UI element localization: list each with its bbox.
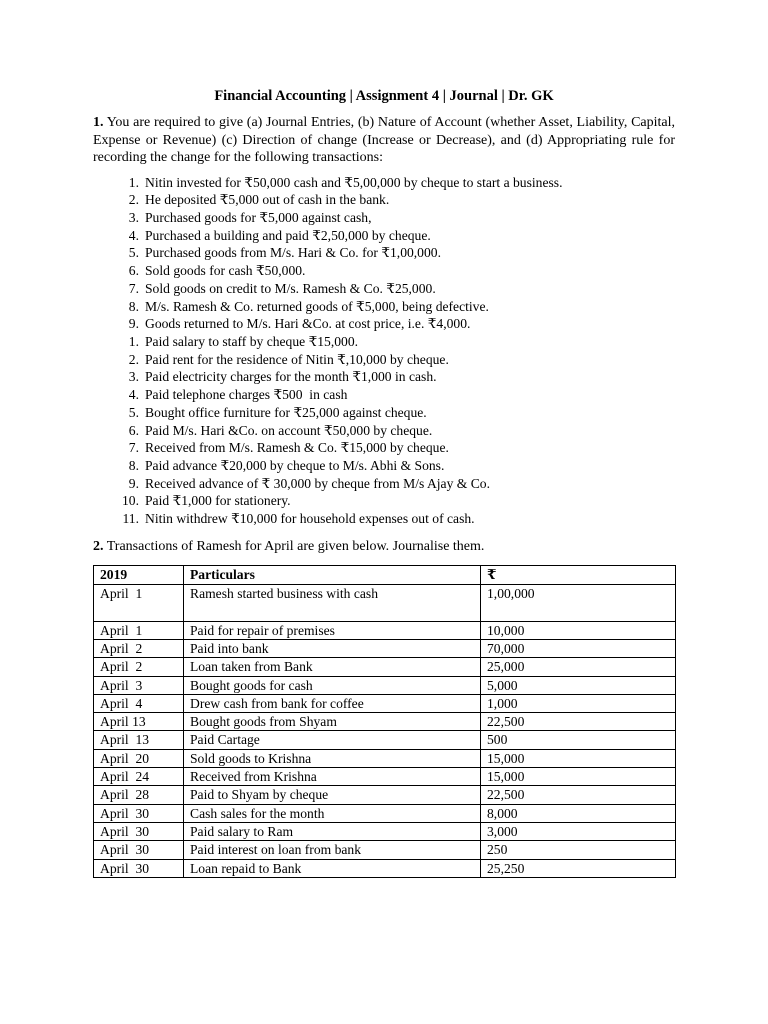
table-row [94, 713, 676, 731]
list-item-number: 2. [128, 192, 139, 208]
cell-amount: 500 [481, 731, 676, 749]
cell-date: April 3 [94, 676, 184, 694]
list-item [93, 457, 675, 475]
table-row [94, 676, 676, 694]
cell-date: April 24 [94, 768, 184, 786]
cell-particulars: Loan taken from Bank [184, 658, 481, 676]
list-item-number: 1. [128, 333, 139, 349]
cell-date: April 1 [94, 621, 184, 639]
list-item [93, 439, 675, 457]
list-item-text: Sold goods for cash ₹50,000. [145, 263, 306, 279]
list-item-text: He deposited ₹5,000 out of cash in the bank. [145, 192, 390, 208]
list-item-text: Purchased goods for ₹5,000 against cash, [145, 209, 372, 225]
column-header-particulars: Particulars [184, 566, 481, 584]
list-item-number: 4. [128, 227, 139, 243]
cell-amount: 22,500 [481, 786, 676, 804]
list-item [93, 191, 675, 209]
list-item [93, 404, 675, 422]
list-item-number: 3. [128, 209, 139, 225]
cell-particulars: Loan repaid to Bank [184, 859, 481, 877]
list-item-number: 9. [128, 475, 139, 491]
list-item-text: Paid electricity charges for the month ₹1,000 in cash. [145, 369, 437, 385]
table-row [94, 768, 676, 786]
list-item-text: Received advance of ₹ 30,000 by cheque from M/s Ajay & Co. [145, 475, 491, 491]
cell-particulars: Bought goods from Shyam [184, 713, 481, 731]
table-row [94, 694, 676, 712]
cell-particulars: Cash sales for the month [184, 804, 481, 822]
list-item [93, 174, 675, 192]
cell-amount: 25,000 [481, 658, 676, 676]
list-item [93, 227, 675, 245]
column-header-amount: ₹ [481, 566, 676, 584]
list-item-text: Nitin invested for ₹50,000 cash and ₹5,00,000 by cheque to start a business. [145, 174, 563, 190]
list-item-number: 5. [128, 404, 139, 420]
table-header-row [94, 566, 676, 584]
cell-date: April 13 [94, 731, 184, 749]
list-item-number: 8. [128, 458, 139, 473]
list-item-number: 2. [128, 351, 139, 367]
list-item-number: 4. [128, 387, 139, 403]
list-item-number: 6. [128, 422, 139, 438]
list-item [93, 510, 675, 528]
cell-particulars: Received from Krishna [184, 768, 481, 786]
list-item-number: 6. [128, 263, 139, 279]
list-item-text: Paid M/s. Hari &Co. on account ₹50,000 by cheque. [145, 422, 433, 438]
table-row [94, 804, 676, 822]
list-item [93, 333, 675, 351]
list-item [93, 368, 675, 386]
cell-particulars: Paid salary to Ram [184, 822, 481, 840]
cell-amount: 70,000 [481, 639, 676, 657]
list-item [93, 351, 675, 369]
question-1-text: You are required to give (a) Journal Entries, (b) Nature of Account (whether Asset, Liability, Capital, Expense or Revenue) (c) Direction of change (Increase or Decrease), and (d) Appropriating rule for recording the change for the following transactions: [93, 115, 676, 165]
table-row [94, 749, 676, 767]
cell-particulars: Bought goods for cash [184, 676, 481, 694]
table-row [94, 822, 676, 840]
list-item [93, 315, 675, 333]
list-item-text: Paid advance ₹20,000 by cheque to M/s. Abhi & Sons. [145, 458, 445, 473]
cell-amount: 8,000 [481, 804, 676, 822]
cell-particulars: Paid to Shyam by cheque [184, 786, 481, 804]
list-item-text: Paid salary to staff by cheque ₹15,000. [145, 333, 359, 349]
cell-date: April 20 [94, 749, 184, 767]
list-item-text: Bought office furniture for ₹25,000 against cheque. [145, 404, 427, 420]
table-body [94, 584, 676, 877]
cell-amount: 1,00,000 [481, 584, 676, 621]
list-item-text: Sold goods on credit to M/s. Ramesh & Co. ₹25,000. [145, 280, 436, 296]
cell-particulars: Paid Cartage [184, 731, 481, 749]
transactions-table [93, 565, 676, 877]
cell-amount: 15,000 [481, 768, 676, 786]
question-1-prompt [93, 114, 675, 167]
list-item [93, 475, 675, 493]
question-2-number: 2. [93, 538, 104, 554]
list-item-text: Goods returned to M/s. Hari &Co. at cost price, i.e. ₹4,000. [145, 316, 471, 332]
cell-amount: 25,250 [481, 859, 676, 877]
question-2-prompt [93, 538, 675, 556]
cell-date: April 30 [94, 841, 184, 859]
table-row [94, 584, 676, 621]
list-item [93, 298, 675, 316]
list-item-number: 3. [128, 369, 139, 385]
cell-date: April 1 [94, 584, 184, 621]
list-item-number: 8. [128, 298, 139, 314]
cell-particulars: Sold goods to Krishna [184, 749, 481, 767]
table-row [94, 658, 676, 676]
page-title: Financial Accounting | Assignment 4 | Journal | Dr. GK [214, 88, 554, 104]
list-item-text: M/s. Ramesh & Co. returned goods of ₹5,000, being defective. [145, 298, 489, 314]
table-row [94, 639, 676, 657]
table-row [94, 841, 676, 859]
list-item-text: Paid telephone charges ₹500 in cash [145, 387, 348, 403]
document-page [93, 86, 675, 878]
table-row [94, 786, 676, 804]
cell-date: April 30 [94, 822, 184, 840]
list-item [93, 209, 675, 227]
cell-particulars: Paid into bank [184, 639, 481, 657]
table-row [94, 621, 676, 639]
cell-date: April 13 [94, 713, 184, 731]
cell-amount: 5,000 [481, 676, 676, 694]
list-item-text: Paid ₹1,000 for stationery. [145, 493, 291, 509]
column-header-date: 2019 [94, 566, 184, 584]
list-item-number: 7. [128, 280, 139, 296]
list-item [93, 492, 675, 510]
list-item [93, 386, 675, 404]
question-1-number: 1. [93, 115, 104, 130]
cell-amount: 3,000 [481, 822, 676, 840]
list-item-number: 9. [128, 316, 139, 332]
table-row [94, 859, 676, 877]
list-item-number: 7. [128, 440, 139, 456]
list-item-number: 1. [128, 174, 139, 190]
list-item [93, 262, 675, 280]
cell-amount: 10,000 [481, 621, 676, 639]
cell-amount: 250 [481, 841, 676, 859]
transaction-list [93, 174, 675, 528]
list-item-number: 10. [122, 493, 139, 509]
list-item [93, 280, 675, 298]
cell-amount: 22,500 [481, 713, 676, 731]
list-item [93, 422, 675, 440]
list-item [93, 244, 675, 262]
cell-date: April 4 [94, 694, 184, 712]
list-item-text: Purchased goods from M/s. Hari & Co. for ₹1,00,000. [145, 245, 441, 261]
question-2-text: Transactions of Ramesh for April are given below. Journalise them. [106, 538, 485, 554]
cell-particulars: Drew cash from bank for coffee [184, 694, 481, 712]
list-item-number: 5. [128, 245, 139, 261]
list-item-text: Paid rent for the residence of Nitin ₹,10,000 by cheque. [145, 351, 449, 367]
cell-particulars: Paid for repair of premises [184, 621, 481, 639]
list-item-text: Received from M/s. Ramesh & Co. ₹15,000 by cheque. [145, 440, 449, 456]
list-item-text: Nitin withdrew ₹10,000 for household expenses out of cash. [145, 511, 475, 527]
cell-particulars: Paid interest on loan from bank [184, 841, 481, 859]
table-row [94, 731, 676, 749]
cell-date: April 30 [94, 804, 184, 822]
list-item-text: Purchased a building and paid ₹2,50,000 by cheque. [145, 227, 431, 243]
cell-particulars: Ramesh started business with cash [184, 584, 481, 621]
cell-date: April 2 [94, 639, 184, 657]
list-item-number: 11. [122, 511, 139, 527]
cell-amount: 1,000 [481, 694, 676, 712]
cell-date: April 30 [94, 859, 184, 877]
cell-amount: 15,000 [481, 749, 676, 767]
cell-date: April 28 [94, 786, 184, 804]
cell-date: April 2 [94, 658, 184, 676]
